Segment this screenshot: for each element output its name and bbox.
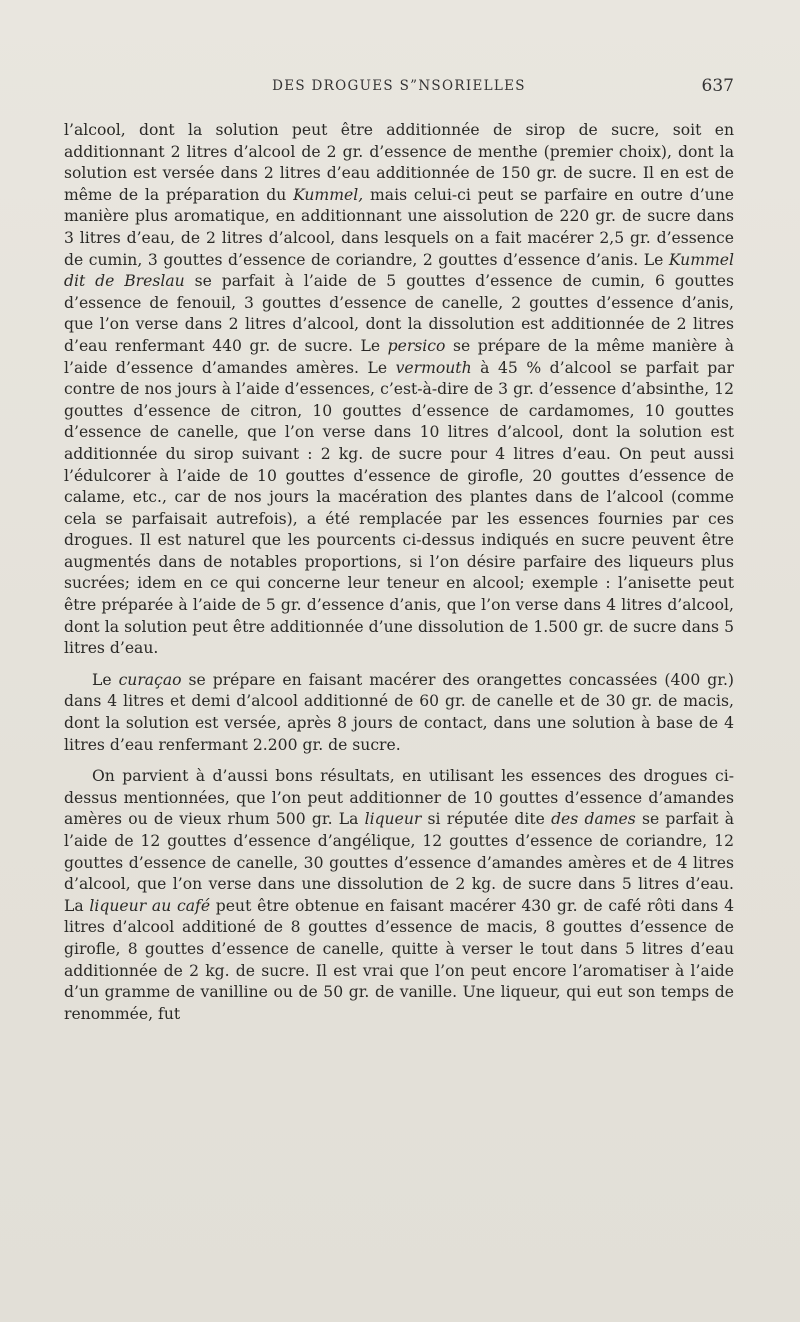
italic-term: liqueur bbox=[364, 810, 422, 829]
text-run: se parfait à l’aide de 5 gouttes d’essence de cumin, 6 gouttes d’essence de fenouil, 3 gouttes d’essence de canelle, 2 gouttes d’essence d’anis, que l’on verse dans 2 litres d’alcool, dont la dissolution est additionnée de 2 litres d’eau renfermant 440 gr. de sucre. Le bbox=[64, 272, 734, 355]
text-run: l’alcool, dont la solution peut être additionnée de sirop de sucre, soit en additionnant 2 litres d’alcool de 2 gr. d’essence de menthe (premier choix), dont la solution est versée dans 2 litres d’eau additionnée de 150 gr. de sucre. Il en est de même de la préparation du bbox=[64, 121, 734, 204]
italic-term: vermouth bbox=[395, 358, 472, 377]
running-head bbox=[64, 76, 734, 102]
text-run: On parvient à d’aussi bons résultats, en utilisant les essences des drogues ci-dessus mentionnées, que l’on peut additionner de 10 gouttes d’essence d’amandes amères ou de vieux rhum 500 gr. La bbox=[64, 767, 734, 829]
text-run: se prépare de la même manière à l’aide d’essence d’amandes amères. Le bbox=[64, 336, 734, 377]
text-run: Le bbox=[92, 670, 119, 689]
text-run: se prépare en faisant macérer des orangettes concassées (400 gr.) dans 4 litres et demi d’alcool additionné de 60 gr. de canelle et de 30 gr. de macis, dont la solution est versée, après 8 jours de contact, dans une solution à base de 4 litres d’eau renfermant 2.200 gr. de sucre. bbox=[64, 670, 734, 754]
text-run: peut être obtenue en faisant macérer 430 gr. de café rôti dans 4 litres d’alcool additioné de 8 gouttes d’essence de macis, 8 gouttes d’essence de girofle, 8 gouttes d’essence de canelle, quitte à verser le tout dans 5 litres d’eau additionnée de 2 kg. de sucre. Il est vrai que l’on peut encore l’aromatiser à l’aide d’un gramme de vanilline ou de 50 gr. de vanille. Une liqueur, qui eut son temps de renommée, fut bbox=[64, 896, 734, 1023]
running-title: DES DROGUES S”NSORIELLES bbox=[272, 78, 526, 94]
text-run: se parfait à l’aide de 12 gouttes d’essence d’angélique, 12 gouttes d’essence de coriandre, 12 gouttes d’essence de canelle, 30 gouttes d’essence d’amandes amères et de 4 litres d’alcool, que l’on verse dans une dissolution de 2 kg. de sucre dans 5 litres d’eau. La bbox=[64, 810, 734, 915]
italic-term: Kummel dit de Breslau bbox=[64, 250, 734, 291]
italic-term: persico bbox=[387, 336, 446, 355]
text-run: à 45 % d’alcool se parfait par contre de nos jours à l’aide d’essences, c’est-à-dire de 3 gr. d’essence d’absinthe, 12 gouttes d’essence de citron, 10 gouttes d’essence de cardamomes, 10 gouttes d’essence de canelle, que l’on verse dans 10 litres d’alcool, dont la solution est additionnée du sirop suivant : 2 kg. de sucre pour 4 litres d’eau. On peut aussi l’édulcorer à l’aide de 10 gouttes d’essence de girofle, 20 gouttes d’essence de calame, etc., car de nos jours la macération des plantes dans de l’alcool (comme cela se parfaisait autrefois), a été remplacée par les essences fournies par ces drogues. Il est naturel que les pourcents ci-dessus indiqués en sucre peuvent être augmentés dans de notables proportions, si l’on désire parfaire des liqueurs plus sucrées; idem en ce qui concerne leur teneur en alcool; exemple : l’anisette peut être préparée à l’aide de 5 gr. d’essence d’anis, que l’on verse dans 4 litres d’alcool, dont la solution peut être additionnée d’une dissolution de 1.500 gr. de sucre dans 5 litres d’eau. bbox=[64, 358, 734, 658]
text-run: mais celui-ci peut se parfaire en outre d’une manière plus aromatique, en additionnant une aissolution de 220 gr. de sucre dans 3 litres d’eau, de 2 litres d’alcool, dans lesquels on a fait macérer 2,5 gr. d’essence de cumin, 3 gouttes d’essence de coriandre, 2 gouttes d’essence d’anis. Le bbox=[64, 185, 734, 269]
italic-term: curaçao bbox=[118, 670, 182, 689]
paragraph bbox=[64, 766, 734, 1025]
body-text bbox=[64, 120, 734, 1025]
italic-term: Kummel, bbox=[293, 185, 364, 204]
italic-term: liqueur au café bbox=[89, 896, 211, 915]
page-number: 637 bbox=[701, 76, 734, 96]
text-run: si réputée dite bbox=[421, 810, 552, 829]
paragraph bbox=[64, 120, 734, 660]
paragraph bbox=[64, 670, 734, 756]
italic-term: des dames bbox=[551, 810, 636, 829]
